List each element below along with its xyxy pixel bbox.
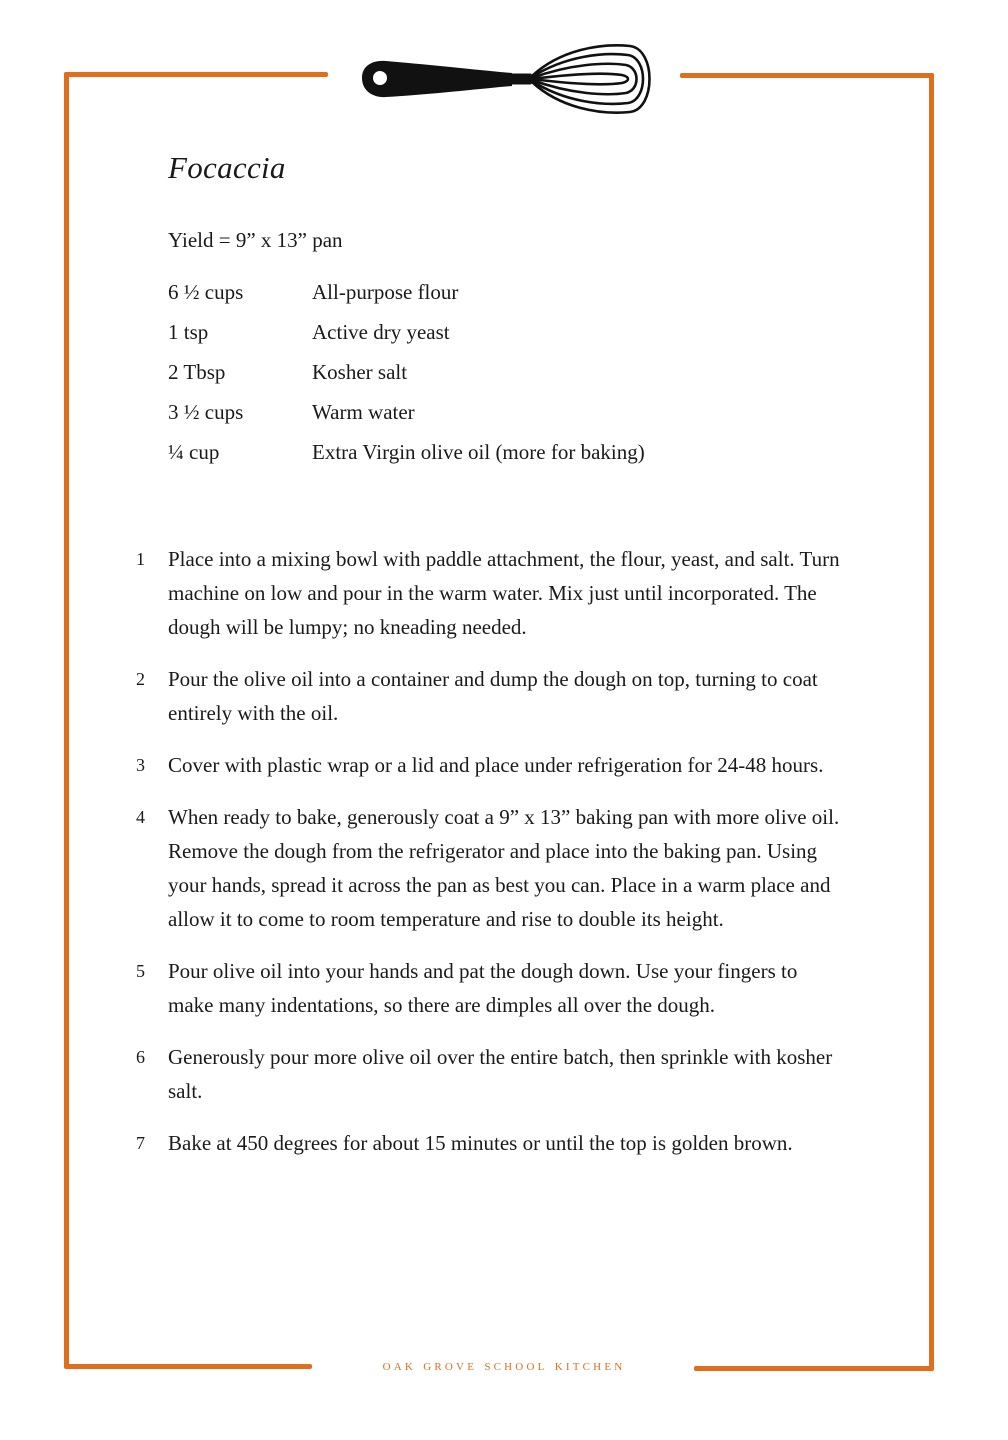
instruction-step xyxy=(136,800,846,936)
instruction-step xyxy=(136,748,846,782)
frame-right xyxy=(929,73,934,1371)
ingredient-quantity: ¼ cup xyxy=(168,440,220,464)
ingredient-name: Active dry yeast xyxy=(312,320,450,344)
frame-top-left xyxy=(64,72,328,77)
instruction-step xyxy=(136,542,846,644)
instruction-step xyxy=(136,1126,846,1160)
ingredient-row xyxy=(168,280,645,320)
step-number: 1 xyxy=(136,549,145,569)
ingredient-row xyxy=(168,400,645,440)
frame-left xyxy=(64,72,69,1368)
ingredient-row xyxy=(168,320,645,360)
ingredient-quantity: 1 tsp xyxy=(168,320,209,344)
frame-top-right xyxy=(680,73,934,78)
ingredient-name: All-purpose flour xyxy=(312,280,459,304)
step-number: 3 xyxy=(136,755,145,775)
step-number: 5 xyxy=(136,961,145,981)
footer-label: oak grove school kitchen xyxy=(382,1357,626,1374)
ingredient-quantity: 3 ½ cups xyxy=(168,400,244,424)
step-text: Pour olive oil into your hands and pat the dough down. Use your fingers to make many indentations, so there are dimples all over the dough. xyxy=(168,959,798,1017)
ingredient-row xyxy=(168,360,645,400)
ingredient-quantity: 6 ½ cups xyxy=(168,280,244,304)
instruction-step xyxy=(136,662,846,730)
ingredient-quantity: 2 Tbsp xyxy=(168,360,226,384)
instruction-list xyxy=(136,542,846,1178)
step-number: 7 xyxy=(136,1133,145,1153)
step-text: Cover with plastic wrap or a lid and place under refrigeration for 24-48 hours. xyxy=(168,753,824,777)
step-text: Generously pour more olive oil over the entire batch, then sprinkle with kosher salt. xyxy=(168,1045,833,1103)
step-number: 2 xyxy=(136,669,145,689)
recipe-title: Focaccia xyxy=(168,150,286,185)
step-text: When ready to bake, generously coat a 9” x 13” baking pan with more olive oil. Remove the dough from the refrigerator and place into the baking pan. Using your hands, spread it across the pan as best you can. Place in a warm place and allow it to come to room temperature and rise to double its height. xyxy=(168,805,840,931)
ingredient-list xyxy=(168,280,645,480)
ingredient-name: Kosher salt xyxy=(312,360,408,384)
step-text: Pour the olive oil into a container and dump the dough on top, turning to coat entirely with the oil. xyxy=(168,667,818,725)
step-text: Bake at 450 degrees for about 15 minutes or until the top is golden brown. xyxy=(168,1131,793,1155)
step-text: Place into a mixing bowl with paddle attachment, the flour, yeast, and salt. Turn machine on low and pour in the warm water. Mix just until incorporated. The dough will be lumpy; no kneading needed. xyxy=(168,547,840,639)
ingredient-row xyxy=(168,440,645,480)
ingredient-name: Extra Virgin olive oil (more for baking) xyxy=(312,440,645,464)
instruction-step xyxy=(136,954,846,1022)
ingredient-name: Warm water xyxy=(312,400,415,424)
recipe-yield: Yield = 9” x 13” pan xyxy=(168,228,343,252)
step-number: 6 xyxy=(136,1047,145,1067)
instruction-step xyxy=(136,1040,846,1108)
whisk-icon xyxy=(360,40,655,118)
step-number: 4 xyxy=(136,807,145,827)
